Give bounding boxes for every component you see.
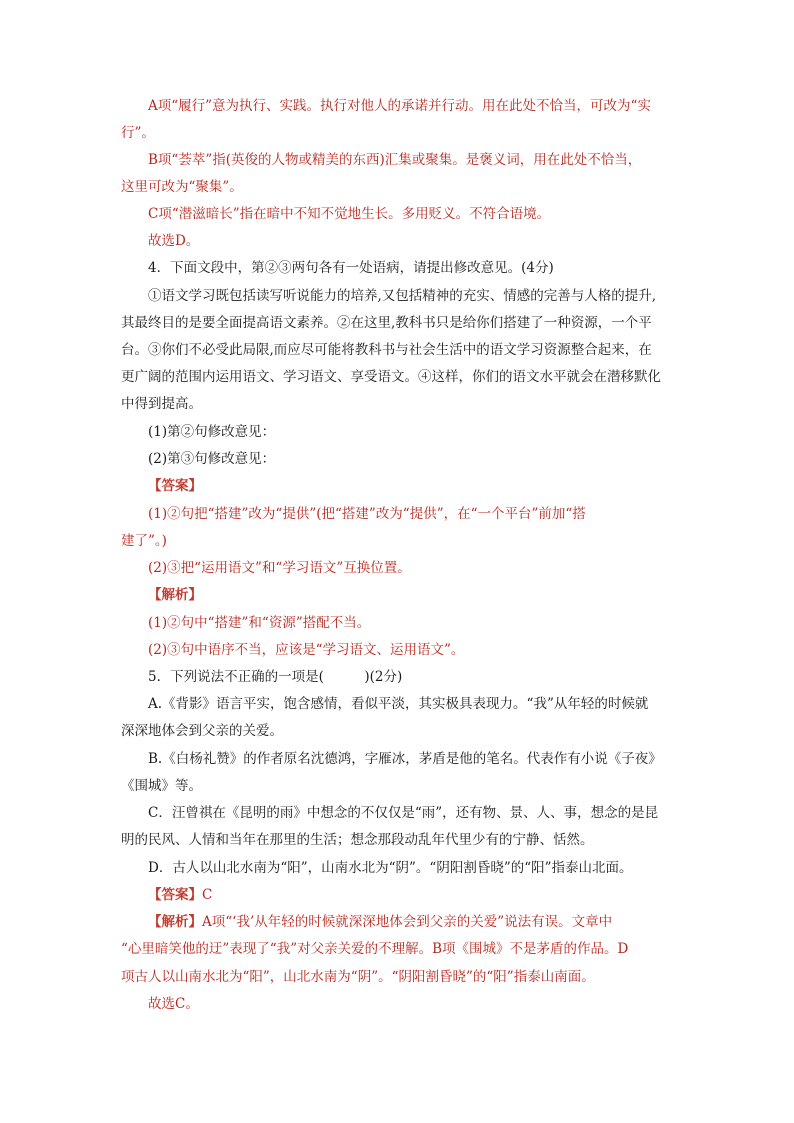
q4-analysis-1: (1)②句中“搭建”和“资源”搭配不当。 [148,615,371,631]
q4-sub-question-2: (2)第③句修改意见： [148,451,276,467]
q4-passage-line: 更广阔的范围内运用语文、学习语文、享受语文。④这样，你们的语文水平就会在潜移默化 [121,369,661,385]
q5-answer-value: C [202,887,213,903]
q5-option-d: D．古人以山北水南为“阳”，山南水北为“阴”。“阴阳割昏晓”的“阳”指泰山北面。 [148,860,633,876]
q4-answer-1-line2: 建了”。) [121,533,167,549]
q4-passage-line: 台。③你们不必受此局限,而应尽可能将教科书与社会生活中的语文学习资源整合起来，在 [121,342,652,358]
q5-stem: 5．下列说法不正确的一项是( )(2分) [148,669,403,685]
q4-answer-1-line1: (1)②句把“搭建”改为“提供”(把“搭建”改为“提供”，在“一个平台”前加“搭 [148,506,586,522]
q5-option-c-line2: 明的民风、人情和当年在那里的生活；想念那段动乱年代里少有的宁静、恬然。 [121,832,594,848]
q4-answer-2: (2)③把“运用语文”和“学习语文”互换位置。 [148,560,411,576]
q5-analysis-line2: “心里暗笑他的迂”表现了“我”对父亲关爱的不理解。B项《围城》不是茅盾的作品。D [121,941,629,957]
q4-passage-line: ①语文学习既包括读写听说能力的培养,又包括精神的充实、情感的完善与人格的提升, [148,288,657,304]
q3-option-b-explanation-line2: 这里可改为“聚集”。 [121,179,243,195]
q3-option-b-explanation-line1: B项“荟萃”指(英俊的人物或精美的东西)汇集或聚集。是褒义词，用在此处不恰当， [148,152,642,168]
q4-analysis-2: (2)③句中语序不当，应该是“学习语文、运用语文”。 [148,642,465,658]
q4-analysis-label: 【解析】 [148,587,202,603]
q5-analysis-label: 【解析】 [148,914,202,930]
q5-option-a-line1: A.《背影》语言平实，饱含感情，看似平淡，其实极具表现力。“我”从年轻的时候就 [148,696,649,712]
q3-option-a-explanation-line1: A项“履行”意为执行、实践。执行对他人的承诺并行动。用在此处不恰当，可改为“实 [148,98,651,114]
q3-option-c-explanation: C项“潜滋暗长”指在暗中不知不觉地生长。多用贬义。不符合语境。 [148,206,551,222]
q4-answer-label: 【答案】 [148,478,202,494]
q5-option-a-line2: 深深地体会到父亲的关爱。 [121,723,283,739]
q5-analysis-text: A项“‘我’从年轻的时候就深深地体会到父亲的关爱”说法有误。文章中 [202,914,613,930]
q4-sub-question-1: (1)第②句修改意见： [148,424,276,440]
q4-stem: 4．下面文段中，第②③两句各有一处语病，请提出修改意见。(4分) [148,260,554,276]
q4-passage-line: 中得到提高。 [121,396,202,412]
q3-option-a-explanation-line2: 行”。 [121,125,155,141]
q5-conclusion: 故选C。 [148,996,199,1012]
q5-option-c-line1: C．汪曾祺在《昆明的雨》中想念的不仅仅是“雨”，还有物、景、人、事，想念的是昆 [148,805,659,821]
q5-analysis-line1 [148,912,612,932]
q3-conclusion: 故选D。 [148,233,200,249]
q5-option-b-line1: B.《白杨礼赞》的作者原名沈德鸿，字雁冰，茅盾是他的笔名。代表作有小说《子夜》 [148,751,662,767]
q5-answer-label: 【答案】 [148,887,202,903]
q4-passage-line: 其最终目的是要全面提高语文素养。②在这里,教科书只是给你们搭建了一种资源，一个平 [121,315,652,331]
q5-analysis-line3: 项古人以山南水北为“阳”，山北水南为“阴”。“阴阳割昏晓”的“阳”指泰山南面。 [121,969,595,985]
q5-option-b-line2: 《围城》等。 [121,778,202,794]
q5-answer [148,885,212,905]
